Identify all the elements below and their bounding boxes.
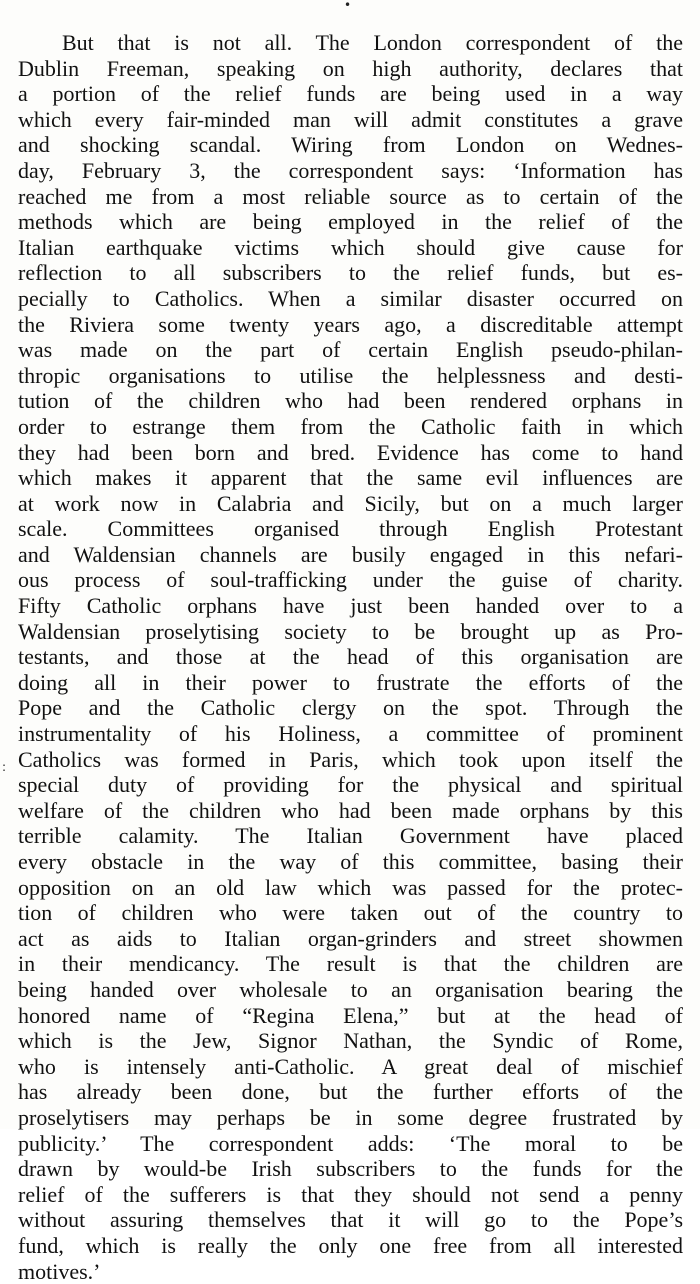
article-line: instrumentality of his Holiness, a committee of prominent [18, 721, 683, 747]
article-line: welfare of the children who had been made orphans by this [18, 798, 683, 824]
article-line: Italian earthquake victims which should give cause for [18, 235, 683, 261]
article-line: reached me from a most reliable source as to certain of the [18, 184, 683, 210]
article-line: which makes it apparent that the same evil influences are [18, 465, 683, 491]
article-line: tution of the children who had been rendered orphans in [18, 388, 683, 414]
article-line: they had been born and bred. Evidence has come to hand [18, 440, 683, 466]
article-line: motives.’ [18, 1259, 683, 1284]
article-line: Fifty Catholic orphans have just been handed over to a [18, 593, 683, 619]
article-line: reflection to all subscribers to the relief funds, but es- [18, 260, 683, 286]
article-line: Catholics was formed in Paris, which took upon itself the [18, 747, 683, 773]
article-line: pecially to Catholics. When a similar disaster occurred on [18, 286, 683, 312]
article-line: honored name of “Regina Elena,” but at the head of [18, 1003, 683, 1029]
article-line: publicity.’ The correspondent adds: ‘The moral to be [18, 1131, 683, 1157]
article-line: was made on the part of certain English pseudo-philan- [18, 337, 683, 363]
print-speck: • [344, 0, 351, 12]
article-line: thropic organisations to utilise the helplessness and desti- [18, 363, 683, 389]
article-line: Pope and the Catholic clergy on the spot. Through the [18, 695, 683, 721]
article-line: doing all in their power to frustrate the efforts of the [18, 670, 683, 696]
article-line: tion of children who were taken out of the country to [18, 900, 683, 926]
article-line: every obstacle in the way of this committee, basing their [18, 849, 683, 875]
article-line: which every fair-minded man will admit constitutes a grave [18, 107, 683, 133]
article-line: has already been done, but the further efforts of the [18, 1079, 683, 1105]
article-line: opposition on an old law which was passed for the protec- [18, 875, 683, 901]
article-line: scale. Committees organised through English Protestant [18, 516, 683, 542]
article-line: testants, and those at the head of this organisation are [18, 644, 683, 670]
article-line: methods which are being employed in the relief of the [18, 209, 683, 235]
article-line: ous process of soul-trafficking under the guise of charity. [18, 567, 683, 593]
article-line: proselytisers may perhaps be in some degree frustrated by [18, 1105, 683, 1131]
article-line: in their mendicancy. The result is that the children are [18, 951, 683, 977]
article-line: without assuring themselves that it will go to the Pope’s [18, 1207, 683, 1233]
article-line: order to estrange them from the Catholic faith in which [18, 414, 683, 440]
article-body [18, 30, 683, 1284]
article-line: a portion of the relief funds are being used in a way [18, 81, 683, 107]
article-line: day, February 3, the correspondent says: ‘Information has [18, 158, 683, 184]
article-line: fund, which is really the only one free from all interested [18, 1233, 683, 1259]
margin-speck: : [2, 760, 6, 774]
article-line: being handed over wholesale to an organisation bearing the [18, 977, 683, 1003]
article-line: Dublin Freeman, speaking on high authority, declares that [18, 56, 683, 82]
article-line: act as aids to Italian organ-grinders and street showmen [18, 926, 683, 952]
article-line: terrible calamity. The Italian Government have placed [18, 823, 683, 849]
article-line: But that is not all. The London correspondent of the [18, 30, 683, 56]
article-line: the Riviera some twenty years ago, a discreditable attempt [18, 312, 683, 338]
article-line: who is intensely anti-Catholic. A great deal of mischief [18, 1054, 683, 1080]
article-line: which is the Jew, Signor Nathan, the Syndic of Rome, [18, 1028, 683, 1054]
article-line: and Waldensian channels are busily engaged in this nefari- [18, 542, 683, 568]
article-line: at work now in Calabria and Sicily, but on a much larger [18, 491, 683, 517]
article-line: drawn by would-be Irish subscribers to the funds for the [18, 1156, 683, 1182]
article-line: relief of the sufferers is that they should not send a penny [18, 1182, 683, 1208]
article-line: and shocking scandal. Wiring from London on Wednes- [18, 132, 683, 158]
article-line: Waldensian proselytising society to be brought up as Pro- [18, 619, 683, 645]
article-line: special duty of providing for the physical and spiritual [18, 772, 683, 798]
